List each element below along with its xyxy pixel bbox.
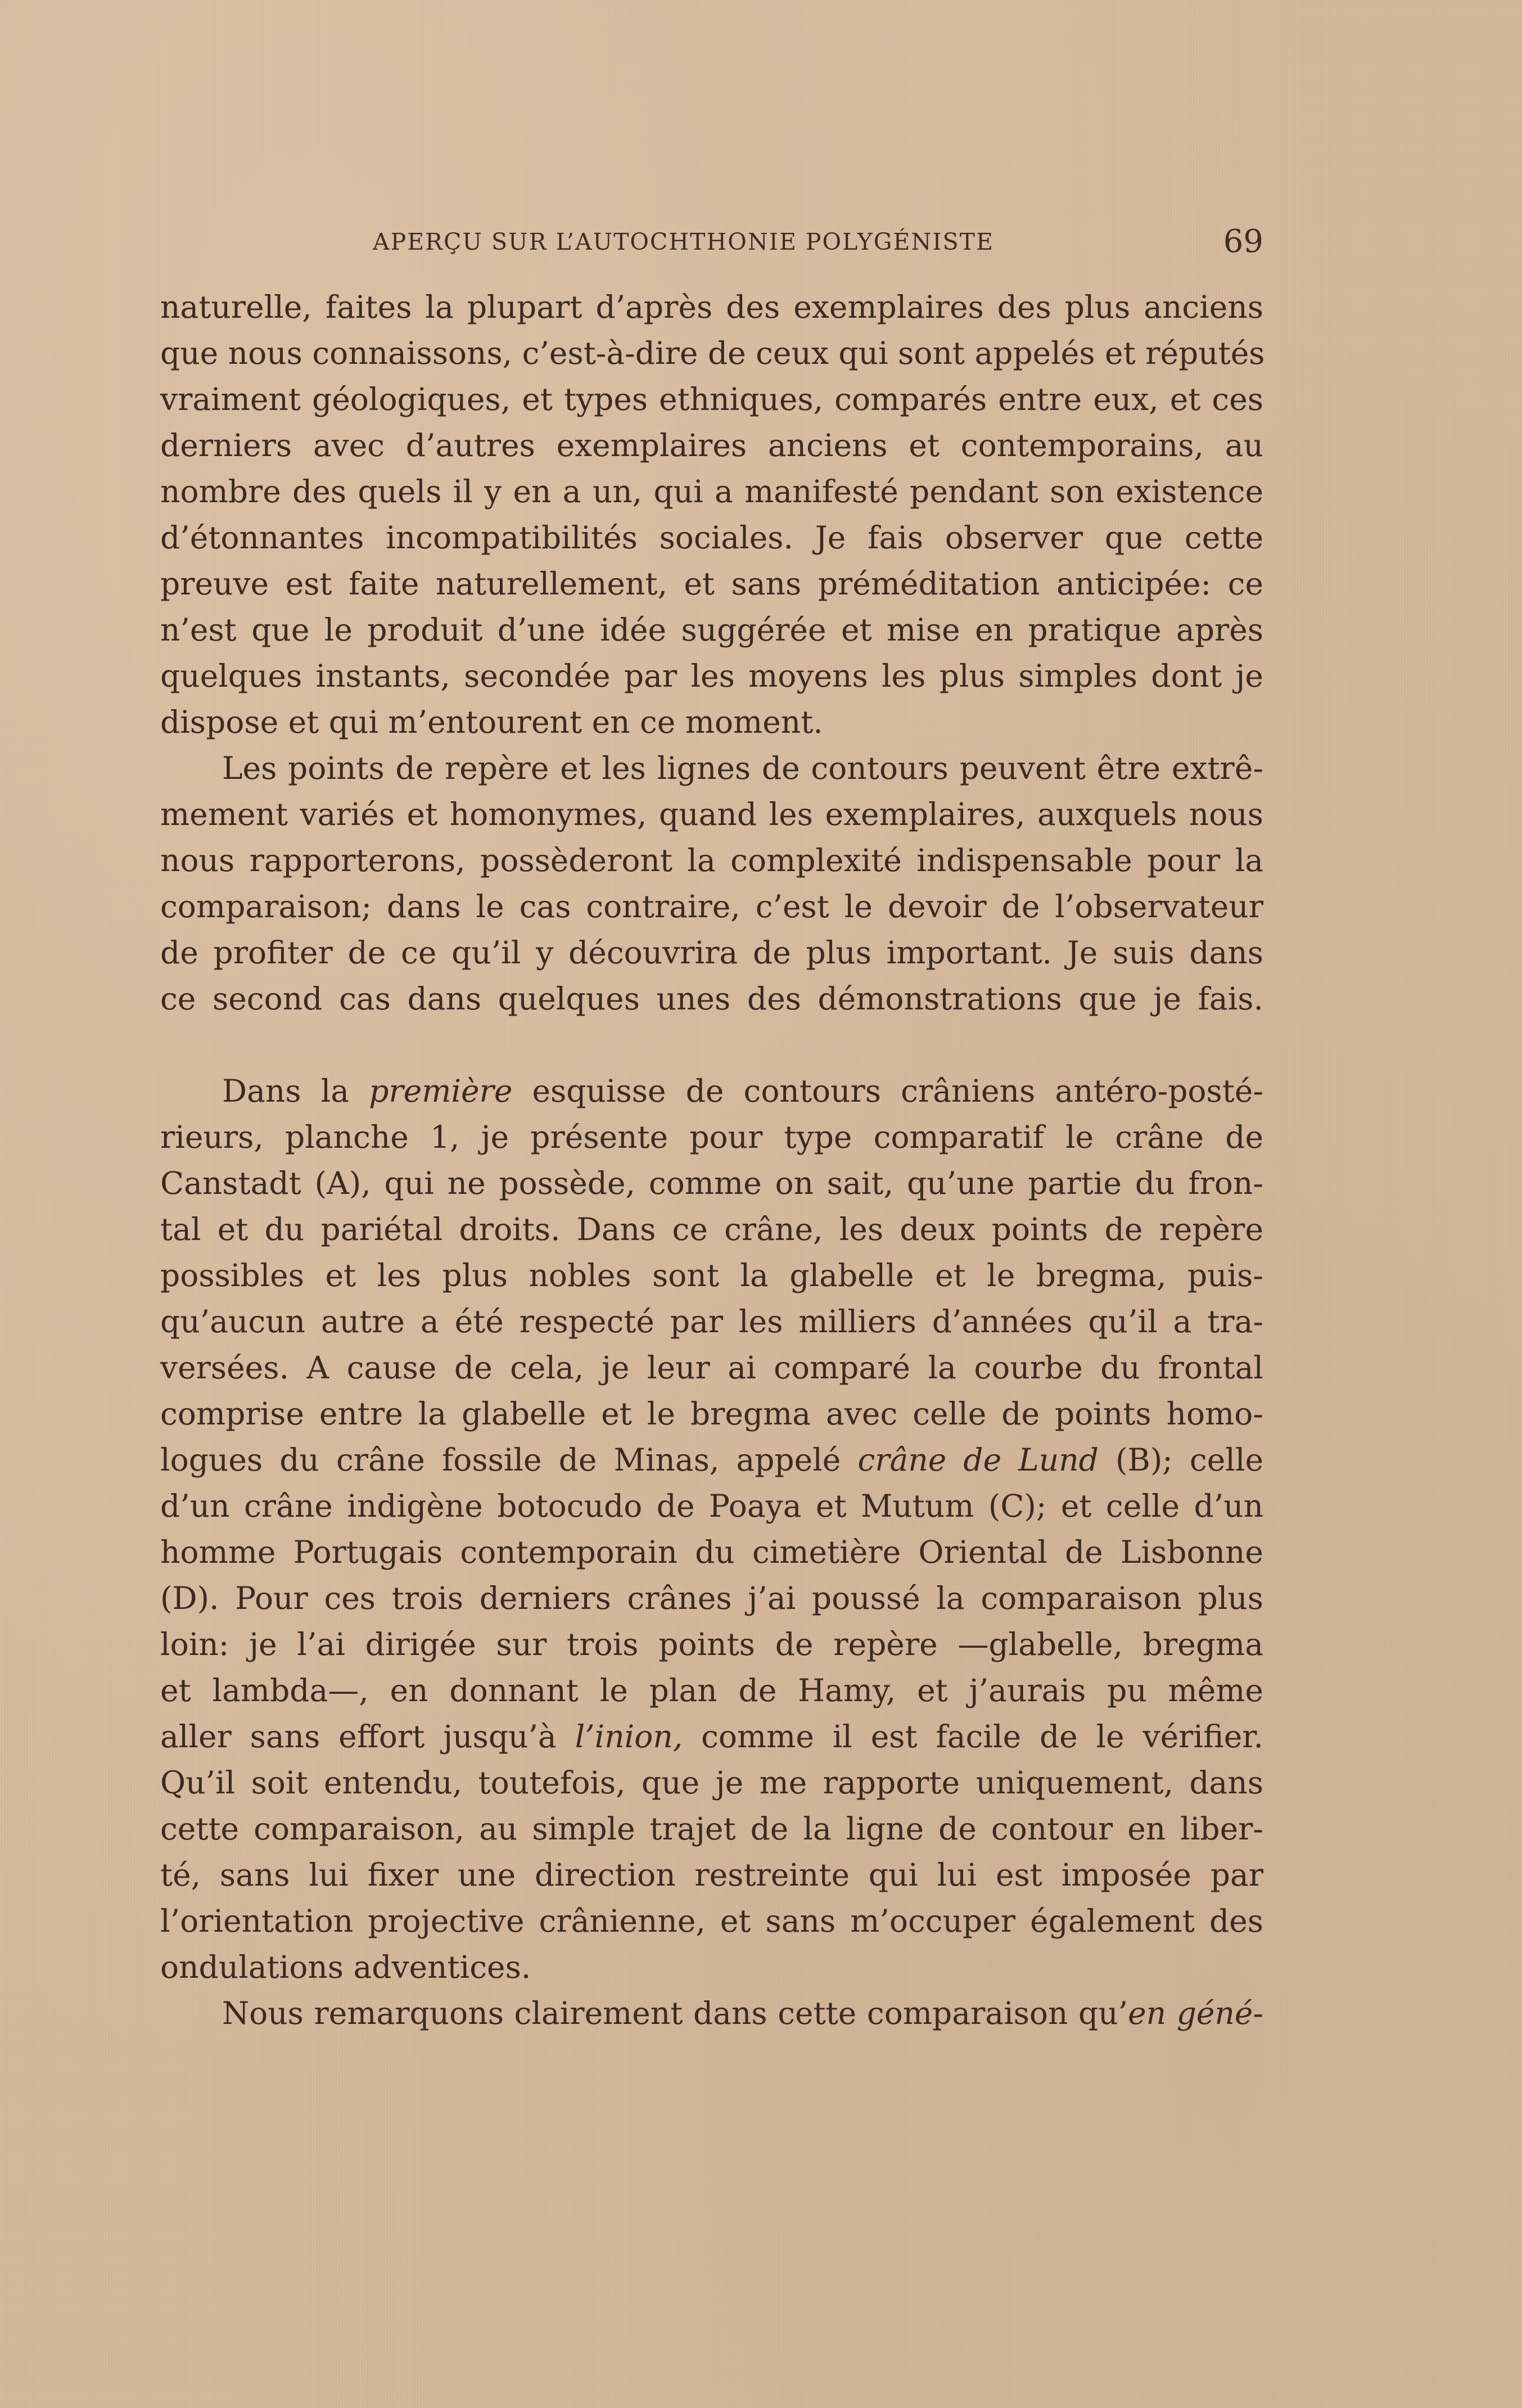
paragraph-1	[160, 284, 1263, 745]
text-line: n’est que le produit d’une idée suggérée et mise en pratique après	[160, 612, 1263, 648]
body-text	[160, 284, 1263, 2036]
text-line: qu’aucun autre a été respecté par les milliers d’années qu’il a tra-	[160, 1304, 1263, 1340]
page-number: 69	[1223, 223, 1263, 260]
text-line: homme Portugais contemporain du cimetière Oriental de Lisbonne	[160, 1534, 1263, 1570]
text-line: tal et du pariétal droits. Dans ce crâne, les deux points de repère	[160, 1211, 1263, 1247]
text-line: preuve est faite naturellement, et sans préméditation anticipée: ce	[160, 566, 1263, 602]
text-line: d’étonnantes incompatibilités sociales. Je fais observer que cette	[160, 520, 1263, 556]
text-line	[160, 1990, 1263, 2036]
text-run: comme il est facile de le vérifier.	[683, 1719, 1263, 1755]
text-line: Les points de repère et les lignes de contours peuvent être extrê-	[222, 750, 1263, 786]
text-line: possibles et les plus nobles sont la glabelle et le bregma, puis-	[160, 1257, 1263, 1293]
text-run: logues du crâne fossile de Minas, appelé	[160, 1442, 858, 1478]
paragraph-4	[160, 1990, 1263, 2036]
text-run: Dans la	[222, 1073, 369, 1109]
text-line: mement variés et homonymes, quand les exemplaires, auxquels nous	[160, 796, 1263, 832]
text-line: ce second cas dans quelques unes des démonstrations que je fais.	[160, 981, 1263, 1017]
text-line: comprise entre la glabelle et le bregma avec celle de points homo-	[160, 1396, 1263, 1432]
text-line: rieurs, planche 1, je présente pour type comparatif le crâne de	[160, 1119, 1263, 1155]
running-title: APERÇU SUR L’AUTOCHTHONIE POLYGÉNISTE	[373, 228, 994, 255]
text-run: Nous remarquons clairement dans cette comparaison qu’	[222, 1995, 1128, 2031]
text-line: (D). Pour ces trois derniers crânes j’ai poussé la comparaison plus	[160, 1580, 1263, 1616]
text-line: Canstadt (A), qui ne possède, comme on sait, qu’une partie du fron-	[160, 1165, 1263, 1201]
text-line: Qu’il soit entendu, toutefois, que je me rapporte uniquement, dans	[160, 1765, 1263, 1801]
text-line	[160, 1068, 1263, 1114]
paragraph-2	[160, 745, 1263, 1022]
italic-term: en géné-	[1128, 1995, 1264, 2031]
text-run: (B); celle	[1098, 1442, 1263, 1478]
text-line: versées. A cause de cela, je leur ai comparé la courbe du frontal	[160, 1350, 1263, 1386]
running-header	[160, 222, 1263, 261]
text-line: que nous connaissons, c’est-à-dire de ceux qui sont appelés et réputés	[160, 335, 1265, 371]
italic-term: l’inion,	[575, 1719, 683, 1755]
text-line: naturelle, faites la plupart d’après des exemplaires des plus anciens	[160, 289, 1263, 325]
text-line	[160, 1713, 1263, 1760]
paragraph-3	[160, 1068, 1263, 1990]
text-line: nous rapporterons, possèderont la complexité indispensable pour la	[160, 842, 1263, 878]
text-run: aller sans effort jusqu’à	[160, 1719, 575, 1755]
text-line: dispose et qui m’entourent en ce moment.	[160, 704, 823, 740]
text-run: esquisse de contours crâniens antéro-posté-	[512, 1073, 1263, 1109]
italic-term: crâne de Lund	[857, 1442, 1099, 1478]
text-line: d’un crâne indigène botocudo de Poaya et Mutum (C); et celle d’un	[160, 1488, 1263, 1524]
section-gap	[160, 1022, 1263, 1068]
text-line: l’orientation projective crânienne, et sans m’occuper également des	[160, 1903, 1263, 1939]
text-line: ondulations adventices.	[160, 1949, 531, 1985]
text-line: derniers avec d’autres exemplaires anciens et contemporains, au	[160, 427, 1263, 463]
text-line: de profiter de ce qu’il y découvrira de plus important. Je suis dans	[160, 935, 1263, 971]
text-line: nombre des quels il y en a un, qui a manifesté pendant son existence	[160, 474, 1263, 509]
text-line: comparaison; dans le cas contraire, c’est le devoir de l’observateur	[160, 889, 1263, 925]
text-line: quelques instants, secondée par les moyens les plus simples dont je	[160, 658, 1263, 694]
text-line: cette comparaison, au simple trajet de la ligne de contour en liber-	[160, 1811, 1263, 1847]
text-line: loin: je l’ai dirigée sur trois points de repère —glabelle, bregma	[160, 1626, 1263, 1662]
text-line: vraiment géologiques, et types ethniques, comparés entre eux, et ces	[160, 381, 1263, 417]
italic-term: première	[369, 1073, 513, 1109]
text-line: té, sans lui fixer une direction restreinte qui lui est imposée par	[160, 1857, 1263, 1893]
text-line	[160, 1437, 1263, 1483]
text-line: et lambda—, en donnant le plan de Hamy, et j’aurais pu même	[160, 1672, 1263, 1708]
